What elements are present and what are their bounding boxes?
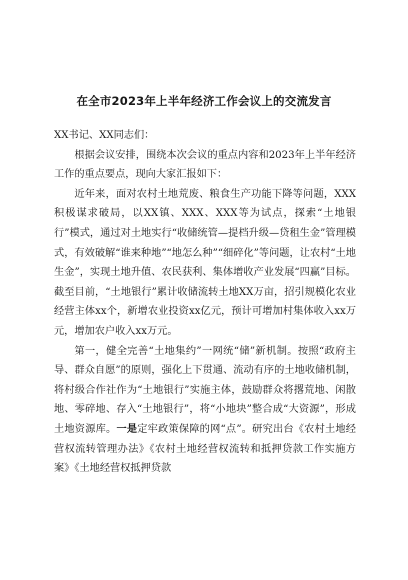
document-title: 在全市2023年上半年经济工作会议上的交流发言 (76, 94, 332, 108)
salutation: XX书记、XX同志们： (54, 130, 155, 141)
section-one-bold-phrase: 一是 (116, 422, 138, 435)
section-one-tail: 定牢政策保障的网“点”。研究出台《农村土地经营权流转管理办法》《农村土地经营权流转和抵押贷款工作实施方案》《土地经营权抵押贷款 (54, 423, 356, 475)
paragraph-background: 近年来，面对农村土地荒废、粮食生产功能下降等问题，XXX积极谋求破局，以XX镇、XXX、XXX等为试点，探索“土地银行”模式，通过对土地实行“收储统管—提档升级—贷租生金”管理模式，有效破解“谁来种地”“地怎么种”“细碎化”等问题，让农村“土地生金”，实现土地升值、农民获利、集体增收产业发展“四赢”目标。截至目前，“土地银行”累计收储流转土地XX万亩，招引规模化农业经营主体xx个，新增农业投资xx亿元，预计可增加村集体收入xx万元，增加农户收入xx万元。 (54, 188, 356, 337)
paragraph-section-one (54, 342, 356, 479)
document-body (54, 126, 356, 479)
section-one-lead: 第一，健全完善“土地集约”一网统“储”新机制。按照“政府主导、群众自愿”的原则，强化上下贯通、流动有序的土地收储机制，将村级合作社作为“土地银行”实施主体，鼓励群众将撂荒地、闲散地、零碎地、存入“土地银行”，将“小地块”整合成“大资源”，形成土地资源库。 (54, 345, 356, 435)
paragraph-intro: 根据会议安排，围绕本次会议的重点内容和2023年上半年经济工作的重点要点，现向大家汇报如下： (54, 149, 356, 181)
